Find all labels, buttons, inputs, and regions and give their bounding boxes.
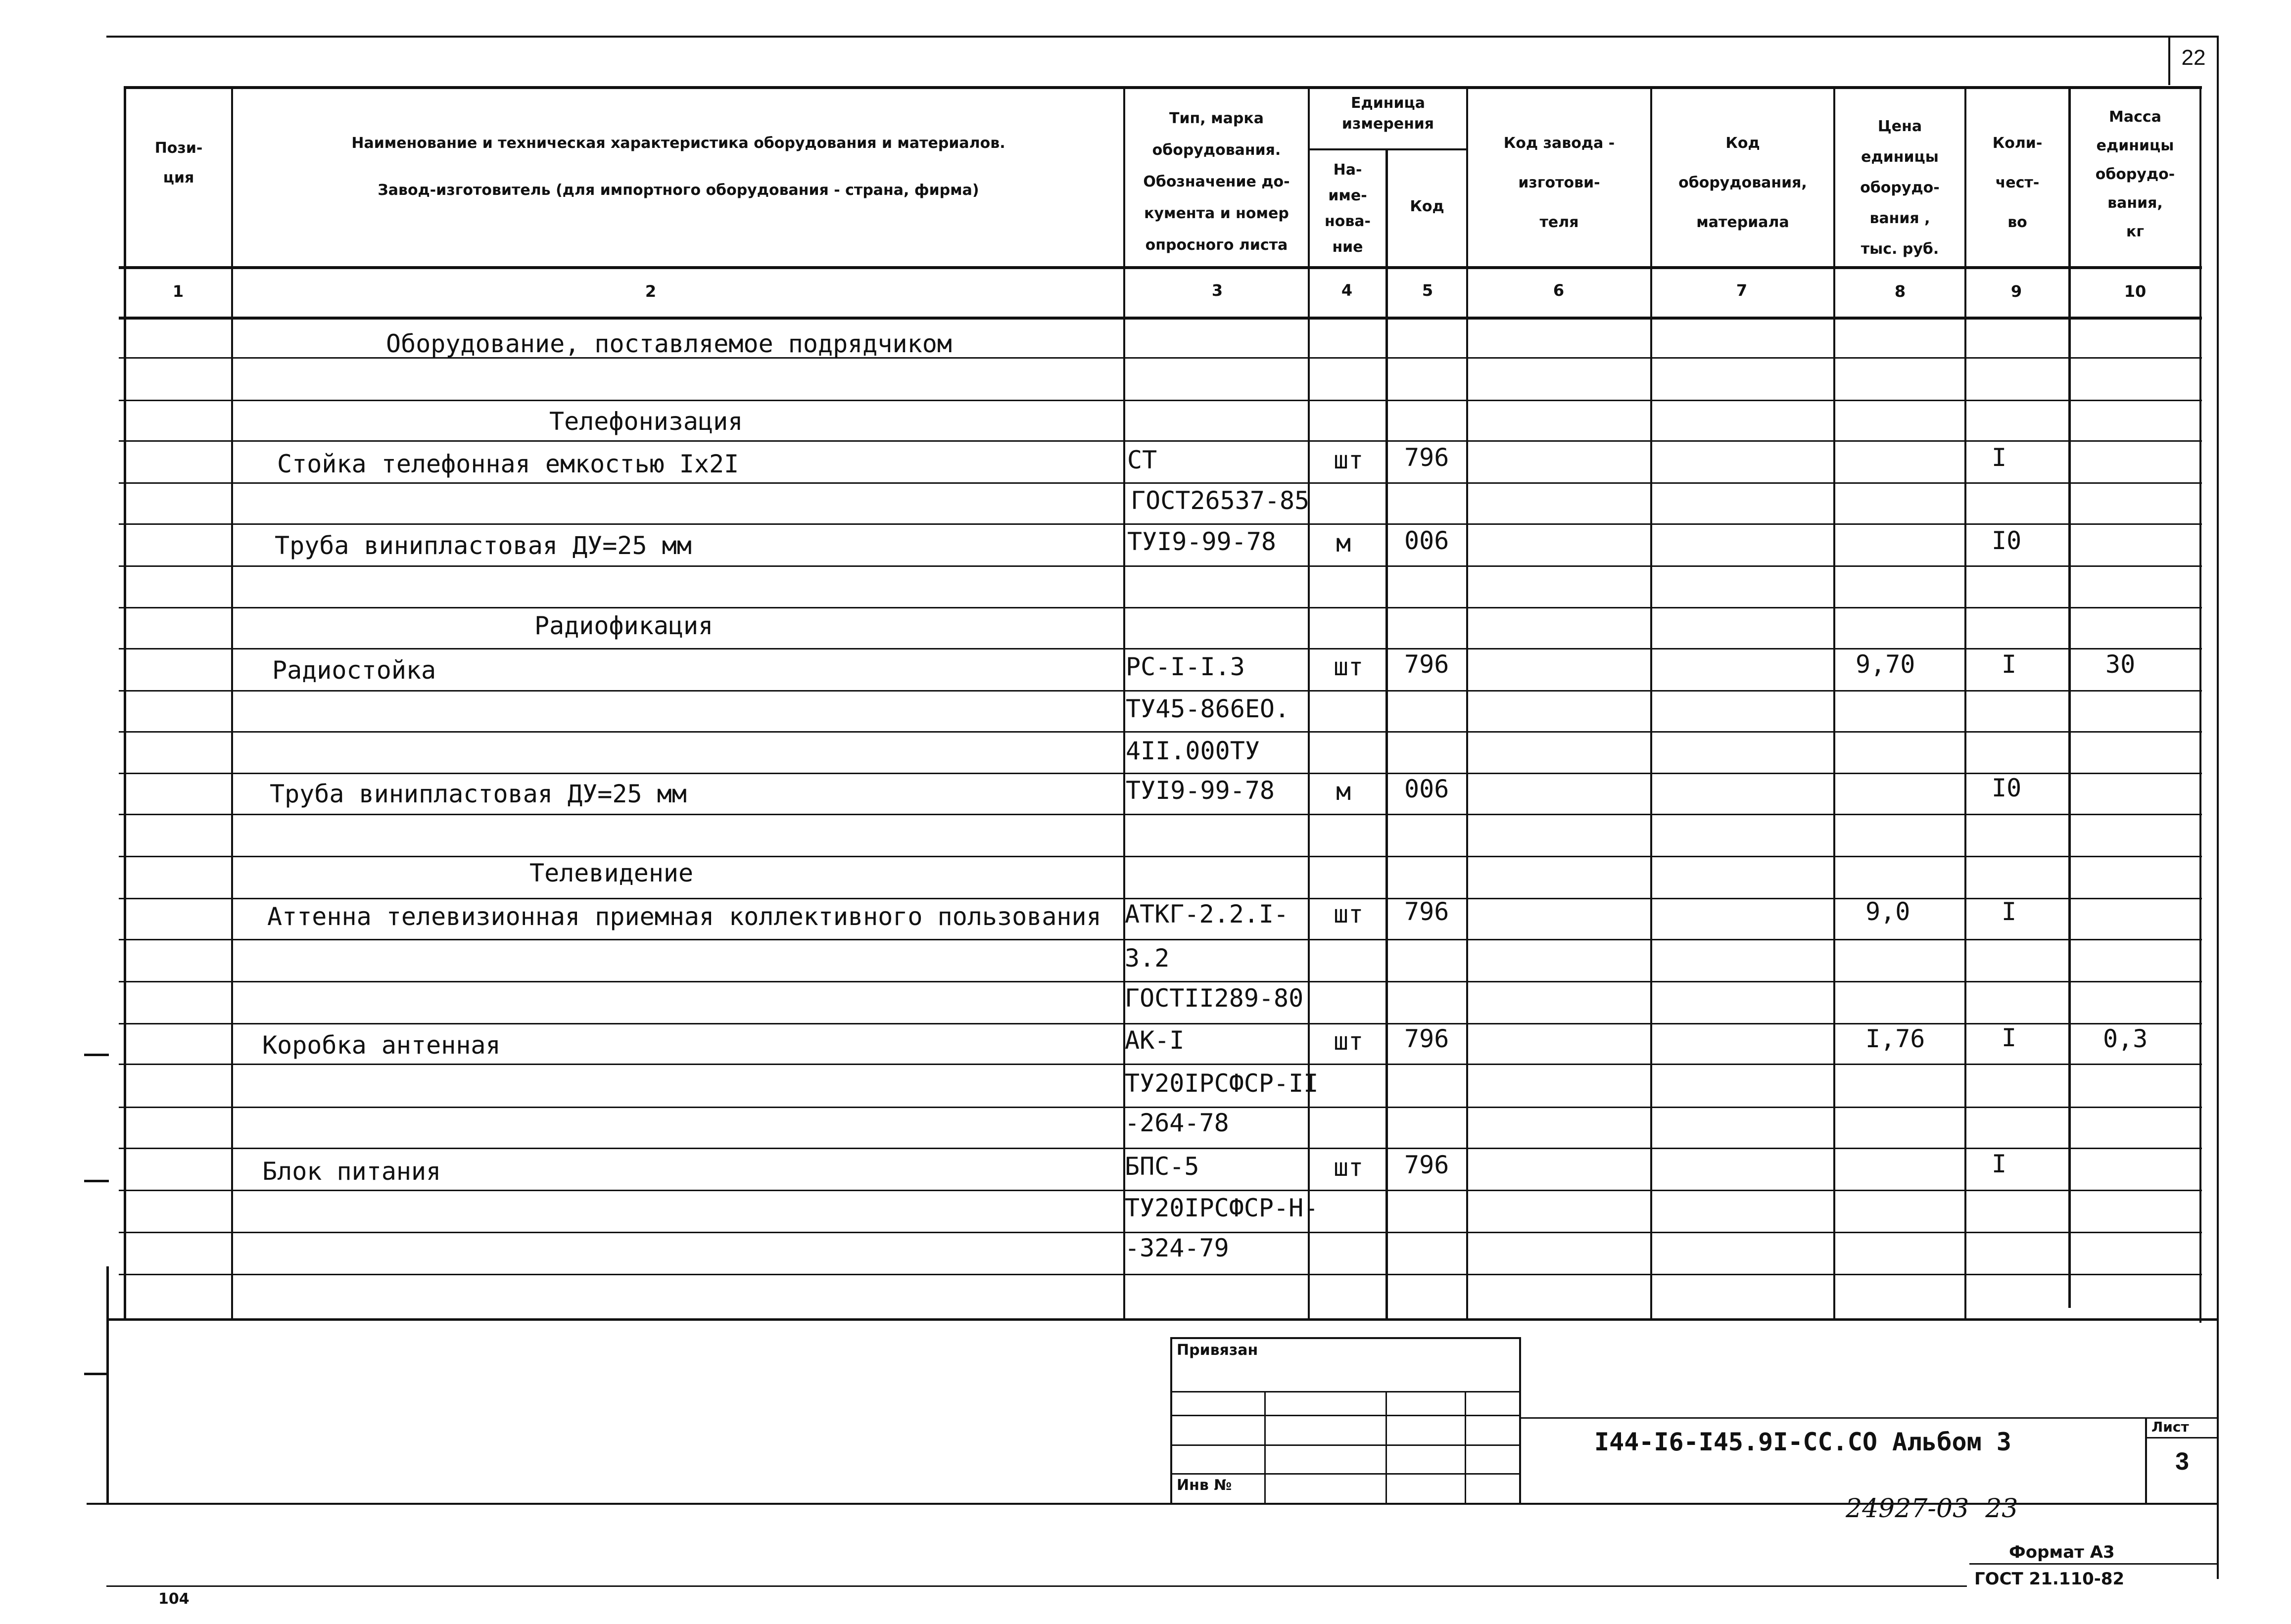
header-col2-line1: Наименование и техническая характеристика оборудования и материалов.: [351, 135, 1005, 152]
row5c-type: ГОСТII289-80: [1125, 984, 1304, 1013]
doc-code: I44-I6-I45.9I-СС.СО Альбом 3: [1594, 1428, 2011, 1456]
row6-qty: I: [2002, 1023, 2017, 1052]
header-col8: Цена единицы оборудо- вания , тыс. руб.: [1860, 118, 1940, 258]
row5-unit: шт: [1334, 900, 1364, 928]
row2-qty: I0: [1992, 526, 2022, 555]
row1-qty: I: [1992, 443, 2007, 472]
row7-type: БПС-5: [1125, 1152, 1199, 1181]
row3-code: 796: [1404, 650, 1449, 679]
row7-qty: I: [1992, 1150, 2007, 1178]
row7b-type: ТУ20IРСФСР-Н-: [1125, 1194, 1319, 1222]
row5b-type: 3.2: [1125, 944, 1170, 973]
stamp-bound-label: Привязан: [1177, 1342, 1258, 1359]
corner-mark: 104: [158, 1590, 190, 1608]
row4-unit: м: [1336, 777, 1351, 806]
sheet-label: Лист: [2151, 1419, 2189, 1435]
header-col3: Тип, марка оборудования. Обозначение до- кумента и номер опросного листа: [1143, 110, 1290, 254]
colnum-8: 8: [1894, 282, 1906, 301]
row4-name: Труба винипластовая ДУ=25 мм: [270, 780, 687, 808]
colnum-4: 4: [1341, 281, 1353, 300]
colnum-7: 7: [1736, 281, 1748, 300]
colnum-3: 3: [1211, 281, 1223, 300]
row3-name: Радиостойка: [272, 656, 436, 685]
header-col5: Код: [1410, 198, 1444, 215]
stamp-inv-label: Инв №: [1177, 1477, 1232, 1494]
row4-qty: I0: [1992, 774, 2022, 802]
row3-price: 9,70: [1856, 650, 1915, 679]
header-col6: Код завода - изготови- теля: [1503, 135, 1615, 231]
row6-code: 796: [1404, 1024, 1449, 1053]
row1-unit: шт: [1334, 446, 1364, 474]
row5-name: Аттенна телевизионная приемная коллективного пользования: [267, 902, 1101, 931]
section-tv: Телевидение: [529, 859, 694, 887]
row4-code: 006: [1404, 775, 1449, 803]
row6c-type: -264-78: [1125, 1109, 1229, 1137]
row6-mass: 0,3: [2103, 1024, 2148, 1053]
row1-name: Стойка телефонная емкостью Iх2I: [277, 450, 739, 478]
header-col7: Код оборудования, материала: [1678, 135, 1807, 231]
row7c-type: -324-79: [1125, 1234, 1229, 1262]
header-col4: На- име- нова- ние: [1324, 161, 1371, 256]
row3-qty: I: [2002, 650, 2017, 679]
row6b-type: ТУ20IРСФСР-II: [1125, 1069, 1319, 1098]
format-label: Формат А3: [2009, 1542, 2115, 1562]
row7-name: Блок питания: [262, 1157, 441, 1186]
section-radio: Радиофикация: [534, 611, 714, 640]
row6-name: Коробка антенная: [262, 1031, 501, 1060]
row5-price: 9,0: [1865, 897, 1910, 926]
section-main: Оборудование, поставляемое подрядчиком: [386, 329, 952, 358]
row3-unit: шт: [1334, 652, 1364, 681]
row6-type: АК-I: [1125, 1026, 1185, 1055]
row3b-type: ТУ45-866ЕО.: [1126, 695, 1290, 723]
row2-unit: м: [1336, 529, 1351, 557]
row1b-type: ГОСТ26537-85: [1131, 486, 1310, 515]
sheet-number: 22: [2181, 46, 2206, 70]
header-col9: Коли- чест- во: [1992, 135, 2043, 231]
row1-type: СТ: [1127, 446, 1157, 474]
header-col2-line2: Завод-изготовитель (для импортного оборудования - страна, фирма): [378, 182, 979, 199]
colnum-5: 5: [1422, 281, 1433, 300]
section-phone: Телефонизация: [549, 407, 743, 436]
row6-price: I,76: [1865, 1024, 1925, 1053]
row7-code: 796: [1404, 1151, 1449, 1179]
row2-name: Труба винипластовая ДУ=25 мм: [275, 531, 692, 560]
row2-code: 006: [1404, 526, 1449, 555]
header-col45-group: Единица измерения: [1341, 94, 1434, 133]
row5-code: 796: [1404, 897, 1449, 926]
colnum-2: 2: [645, 282, 657, 301]
row4-type: ТУI9-99-78: [1126, 776, 1275, 805]
colnum-9: 9: [2010, 282, 2022, 301]
row1-code: 796: [1404, 443, 1449, 472]
colnum-10: 10: [2124, 282, 2147, 301]
row5-qty: I: [2002, 897, 2017, 926]
handwritten-number: 24927-03 23: [1846, 1494, 2018, 1524]
colnum-6: 6: [1553, 281, 1565, 300]
gost-label: ГОСТ 21.110-82: [1974, 1569, 2125, 1589]
row3c-type: 4II.000ТУ: [1126, 737, 1260, 765]
row2-type: ТУI9-99-78: [1127, 527, 1277, 556]
row5-type: АТКГ-2.2.I-: [1125, 900, 1289, 928]
header-col10: Масса единицы оборудо- вания, кг: [2095, 108, 2175, 240]
colnum-1: 1: [172, 282, 184, 301]
row3-type: РС-I-I.3: [1126, 652, 1245, 681]
row7-unit: шт: [1334, 1153, 1364, 1182]
header-col1: Пози- ция: [154, 139, 203, 186]
row6-unit: шт: [1334, 1027, 1364, 1056]
row3-mass: 30: [2105, 650, 2136, 679]
sheet-value: 3: [2175, 1447, 2189, 1475]
